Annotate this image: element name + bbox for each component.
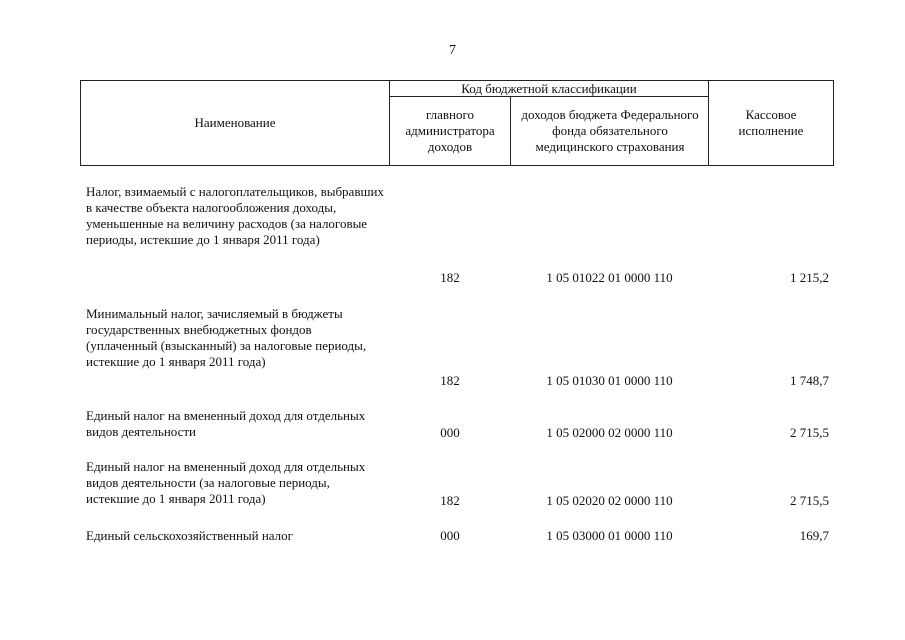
- row-code: 1 05 02000 02 0000 110: [546, 425, 673, 440]
- header-revenue: доходов бюджета Федерального фонда обязательного медицинского страхования: [521, 107, 699, 154]
- header-admin: главного администратора доходов: [405, 107, 495, 154]
- row-admin: 182: [440, 270, 460, 285]
- header-cash: Кассовое исполнение: [738, 107, 804, 138]
- row-code: 1 05 02020 02 0000 110: [546, 493, 673, 508]
- row-code: 1 05 01022 01 0000 110: [546, 270, 673, 285]
- row-code: 1 05 01030 01 0000 110: [546, 373, 673, 388]
- row-amount: 2 715,5: [790, 493, 829, 508]
- header-divider: [708, 80, 709, 166]
- row-amount: 1 215,2: [790, 270, 829, 285]
- row-admin: 182: [440, 493, 460, 508]
- header-divider: [510, 96, 511, 166]
- row-name: Единый сельскохозяйственный налог: [86, 528, 294, 543]
- row-amount: 1 748,7: [790, 373, 829, 388]
- page-number: 7: [449, 43, 456, 58]
- row-code: 1 05 03000 01 0000 110: [546, 528, 673, 543]
- row-amount: 2 715,5: [790, 425, 829, 440]
- row-amount: 169,7: [799, 528, 829, 543]
- row-admin: 000: [440, 528, 460, 543]
- header-code-group: Код бюджетной классификации: [461, 80, 637, 96]
- row-name: Единый налог на вмененный доход для отдельных видов деятельности: [86, 408, 366, 439]
- row-name: Минимальный налог, зачисляемый в бюджеты государственных внебюджетных фондов (уплаченный (взысканный) за налоговые периоды, истекшие до 1 января 2011 года): [86, 306, 367, 369]
- row-name: Налог, взимаемый с налогоплательщиков, выбравших в качестве объекта налогообложения доходы, уменьшенные на величину расходов (за налоговые периоды, истекшие до 1 января 2011 года): [86, 184, 384, 247]
- row-name: Единый налог на вмененный доход для отдельных видов деятельности (за налоговые периоды, истекшие до 1 января 2011 года): [86, 459, 366, 506]
- row-admin: 182: [440, 373, 460, 388]
- row-admin: 000: [440, 425, 460, 440]
- header-name: Наименование: [194, 115, 276, 130]
